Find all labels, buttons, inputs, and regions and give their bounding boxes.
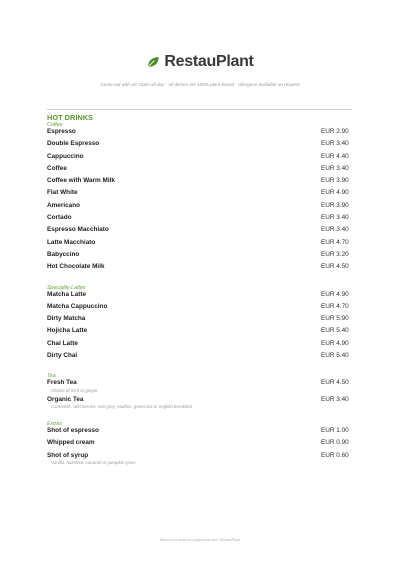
menu-item-row xyxy=(47,153,353,165)
menu-group xyxy=(47,285,353,365)
section-title: HOT DRINKS xyxy=(47,113,93,122)
menu-item-row xyxy=(47,202,353,214)
item-price: EUR 4.90 xyxy=(321,339,349,347)
menu-item-row xyxy=(47,177,353,189)
leaf-icon xyxy=(146,55,160,69)
item-description: Camomile, wild berries, earl grey, rooibos, green tea or english breakfast xyxy=(51,403,192,409)
menu-item-row xyxy=(47,352,353,364)
item-price: EUR 3.40 xyxy=(321,140,349,148)
item-price: EUR 4.70 xyxy=(321,302,349,310)
group-title: Tea xyxy=(47,373,56,380)
item-price: EUR 4.40 xyxy=(321,152,349,160)
menu-item-row xyxy=(47,263,353,275)
item-name: Espresso Macchiato xyxy=(47,226,109,234)
group-title: Speciality Lattes xyxy=(47,284,86,291)
menu-item xyxy=(47,439,353,451)
item-price: EUR 5.90 xyxy=(321,315,349,323)
menu-group xyxy=(47,421,353,468)
menu-item xyxy=(47,327,353,339)
tagline: Come eat with us! Open all day · All dishes are 100% plant-based · Allergens available on request xyxy=(100,82,300,87)
menu-item xyxy=(47,189,353,201)
item-name: Fresh Tea xyxy=(47,379,77,387)
item-price: EUR 3.40 xyxy=(321,395,349,403)
menu-item-row xyxy=(47,140,353,152)
menu-group xyxy=(47,373,353,412)
menu-item xyxy=(47,315,353,327)
menu-item xyxy=(47,165,353,177)
item-name: Coffee xyxy=(47,164,67,172)
menu-item-row xyxy=(47,214,353,226)
item-name: Hojicha Latte xyxy=(47,327,88,335)
item-name: Dirty Matcha xyxy=(47,315,86,323)
menu-item-row xyxy=(47,189,353,201)
item-name: Double Espresso xyxy=(47,140,100,148)
menu-item-row xyxy=(47,239,353,251)
item-name: Matcha Latte xyxy=(47,290,87,298)
menu-item xyxy=(47,452,353,468)
menu-item xyxy=(47,303,353,315)
menu-item xyxy=(47,214,353,226)
menu-item xyxy=(47,352,353,364)
menu-section xyxy=(47,113,353,468)
menu-item xyxy=(47,140,353,152)
menu-item-row xyxy=(47,128,353,140)
item-name: Shot of espresso xyxy=(47,426,99,434)
item-name: Shot of syrup xyxy=(47,451,89,459)
item-name: Hot Chocolate Milk xyxy=(47,263,105,271)
menu-item xyxy=(47,427,353,439)
item-name: Whipped cream xyxy=(47,439,95,447)
menu-item xyxy=(47,379,353,395)
menu-item-row xyxy=(47,315,353,327)
logo xyxy=(0,53,400,71)
item-name: Cortado xyxy=(47,214,72,222)
divider xyxy=(47,109,352,110)
item-price: EUR 5.40 xyxy=(321,352,349,360)
group-title: Coffee xyxy=(47,122,63,128)
item-name: Chai Latte xyxy=(47,339,78,347)
menu-item-row xyxy=(47,303,353,315)
menu-item xyxy=(47,263,353,275)
item-price: EUR 2.90 xyxy=(321,128,349,135)
item-description: Vanilla, hazelnut, caramel or pumpkin spice xyxy=(51,459,136,465)
item-price: EUR 3.90 xyxy=(321,177,349,185)
item-name: Americano xyxy=(47,201,81,209)
menu-item xyxy=(47,239,353,251)
item-price: EUR 3.40 xyxy=(321,164,349,172)
menu-item xyxy=(47,153,353,165)
menu-item-row xyxy=(47,439,353,451)
menu-item xyxy=(47,128,353,140)
menu-groups xyxy=(47,122,353,468)
item-name: Coffee with Warm Milk xyxy=(47,177,115,185)
item-price: EUR 4.90 xyxy=(321,290,349,298)
item-price: EUR 4.90 xyxy=(321,189,349,197)
item-name: Flat White xyxy=(47,189,78,197)
item-description: Choice of mint or ginger xyxy=(51,387,98,393)
item-name: Latte Macchiato xyxy=(47,238,96,246)
item-price: EUR 3.40 xyxy=(321,214,349,222)
menu-item-row xyxy=(47,291,353,303)
menu-item xyxy=(47,396,353,412)
item-price: EUR 5.40 xyxy=(321,327,349,335)
item-price: EUR 3.40 xyxy=(321,226,349,234)
menu-item-row xyxy=(47,226,353,238)
item-price: EUR 4.50 xyxy=(321,263,349,271)
menu-item xyxy=(47,226,353,238)
menu-item xyxy=(47,177,353,189)
menu-item-row xyxy=(47,327,353,339)
menu-group xyxy=(47,122,353,276)
item-name: Espresso xyxy=(47,128,76,135)
footer-note: Menu from plant to uppermost doc! RestauPlant xyxy=(159,538,241,542)
item-price: EUR 4.50 xyxy=(321,379,349,387)
group-title: Extras xyxy=(47,420,63,427)
item-price: EUR 1.00 xyxy=(321,426,349,434)
item-name: Matcha Cappuccino xyxy=(47,302,108,310)
item-name: Organic Tea xyxy=(47,395,84,403)
menu-item xyxy=(47,340,353,352)
item-price: EUR 0.90 xyxy=(321,439,349,447)
menu-item-row xyxy=(47,165,353,177)
item-price: EUR 0.60 xyxy=(321,451,349,459)
menu-item xyxy=(47,251,353,263)
brand-name: RestauPlant xyxy=(164,53,254,70)
item-price: EUR 3.90 xyxy=(321,201,349,209)
item-name: Dirty Chai xyxy=(47,352,78,360)
item-price: EUR 4.70 xyxy=(321,238,349,246)
menu-item xyxy=(47,202,353,214)
menu-item-row xyxy=(47,427,353,439)
menu-item-row xyxy=(47,251,353,263)
menu-item xyxy=(47,291,353,303)
item-price: EUR 3.20 xyxy=(321,250,349,258)
item-name: Babyccino xyxy=(47,250,80,258)
item-name: Cappuccino xyxy=(47,152,84,160)
menu-item-row xyxy=(47,340,353,352)
